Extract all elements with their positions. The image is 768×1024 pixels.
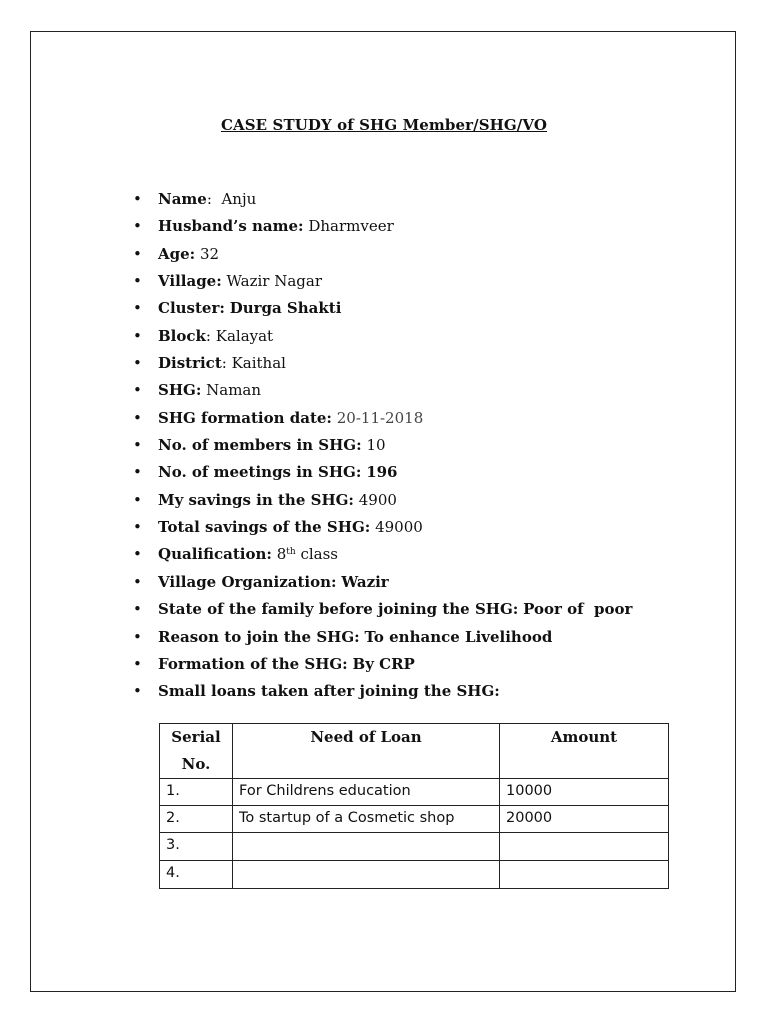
field-value: Wazir Nagar <box>226 272 323 291</box>
field-separator: : <box>205 326 216 345</box>
bullet-icon: • <box>133 381 142 400</box>
field-value: Naman <box>206 381 262 400</box>
field-label: Name <box>158 190 207 208</box>
field-value: 49000 <box>375 518 423 537</box>
bullet-icon: • <box>133 654 142 673</box>
header-serial-line2: No. <box>181 755 211 773</box>
header-amount: Amount <box>500 724 669 779</box>
cell-serial: 4. <box>160 861 233 889</box>
field-label: No. of meetings in SHG: <box>158 463 362 482</box>
bullet-icon: • <box>133 436 142 455</box>
field-value: Durga Shakti <box>229 299 342 318</box>
field-value: 20-11-2018 <box>336 408 424 427</box>
field-value: Kaithal <box>231 354 286 373</box>
field-label: State of the family before joining the SHG: <box>158 600 519 619</box>
bullet-icon: • <box>133 627 142 646</box>
field-label: SHG: <box>158 381 202 400</box>
cell-need: To startup of a Cosmetic shop <box>233 806 500 833</box>
bullet-icon: • <box>133 408 142 427</box>
field-members-count <box>133 433 632 460</box>
cell-need <box>233 833 500 861</box>
cell-amount: 20000 <box>500 806 669 833</box>
header-need-of-loan: Need of Loan <box>233 724 500 779</box>
field-value: 196 <box>366 463 398 482</box>
ordinal-superscript: th <box>286 547 296 558</box>
table-row <box>160 861 669 889</box>
field-district <box>133 351 632 378</box>
field-join-reason <box>133 625 632 652</box>
field-my-savings <box>133 488 632 515</box>
bullet-icon: • <box>133 299 142 318</box>
field-label: Qualification: <box>158 545 272 564</box>
field-shg <box>133 378 632 405</box>
field-value: 10 <box>366 436 386 455</box>
field-block <box>133 324 632 351</box>
table-header-row <box>160 724 669 779</box>
field-label: Cluster: <box>158 299 225 318</box>
field-label: Reason to join the SHG: <box>158 627 360 646</box>
field-value: Kalayat <box>215 326 274 345</box>
cell-amount: 10000 <box>500 779 669 806</box>
bullet-icon: • <box>133 354 142 373</box>
bullet-icon: • <box>133 463 142 482</box>
field-value: Wazir <box>341 572 389 591</box>
bullet-icon: • <box>133 272 142 291</box>
bullet-icon: • <box>133 545 142 564</box>
field-label: No. of members in SHG: <box>158 436 362 455</box>
document-title: CASE STUDY of SHG Member/SHG/VO <box>220 116 548 134</box>
field-value: 8 <box>276 545 287 564</box>
field-label: Village Organization: <box>158 572 337 591</box>
bullet-icon: • <box>133 326 142 345</box>
field-qualification <box>133 542 632 569</box>
field-meetings-count <box>133 460 632 487</box>
header-serial-no <box>160 724 233 779</box>
field-village-organization <box>133 570 632 597</box>
field-label: My savings in the SHG: <box>158 490 354 509</box>
bullet-icon: • <box>133 682 142 701</box>
field-value: To enhance Livelihood <box>364 627 553 646</box>
field-label: Block <box>158 326 206 345</box>
field-name <box>133 187 632 214</box>
cell-serial: 2. <box>160 806 233 833</box>
header-serial-line1: Serial <box>171 728 221 746</box>
cell-need <box>233 861 500 889</box>
cell-serial: 3. <box>160 833 233 861</box>
field-value: Dharmveer <box>308 217 394 236</box>
field-value: By CRP <box>352 654 415 673</box>
field-value: 4900 <box>358 490 397 509</box>
field-label: District <box>158 354 222 373</box>
field-separator: : <box>206 190 222 208</box>
table-row <box>160 806 669 833</box>
field-small-loans <box>133 679 632 706</box>
field-value-suffix: class <box>295 545 338 564</box>
bullet-icon: • <box>133 600 142 619</box>
field-village <box>133 269 632 296</box>
field-label: Total savings of the SHG: <box>158 518 371 537</box>
field-label: SHG formation date: <box>158 408 332 427</box>
cell-amount <box>500 861 669 889</box>
field-shg-formation <box>133 652 632 679</box>
field-cluster <box>133 296 632 323</box>
field-total-savings <box>133 515 632 542</box>
field-value: 32 <box>200 244 220 263</box>
field-separator: : <box>221 354 232 373</box>
field-value: Anju <box>221 190 257 208</box>
table-row <box>160 833 669 861</box>
field-husband-name <box>133 214 632 241</box>
field-family-state <box>133 597 632 624</box>
field-value: Poor of poor <box>523 600 633 619</box>
bullet-icon: • <box>133 244 142 263</box>
bullet-icon: • <box>133 518 142 537</box>
table-row <box>160 779 669 806</box>
cell-need: For Childrens education <box>233 779 500 806</box>
bullet-icon: • <box>133 217 142 236</box>
cell-amount <box>500 833 669 861</box>
profile-field-list <box>133 187 632 707</box>
field-age <box>133 242 632 269</box>
cell-serial: 1. <box>160 779 233 806</box>
field-label: Formation of the SHG: <box>158 654 348 673</box>
field-shg-formation-date <box>133 406 632 433</box>
field-label: Husband’s name: <box>158 217 304 236</box>
field-label: Village: <box>158 272 222 291</box>
bullet-icon: • <box>133 190 142 208</box>
field-label: Small loans taken after joining the SHG: <box>158 682 500 701</box>
bullet-icon: • <box>133 572 142 591</box>
loan-table <box>159 723 669 889</box>
field-label: Age: <box>158 244 196 263</box>
bullet-icon: • <box>133 490 142 509</box>
